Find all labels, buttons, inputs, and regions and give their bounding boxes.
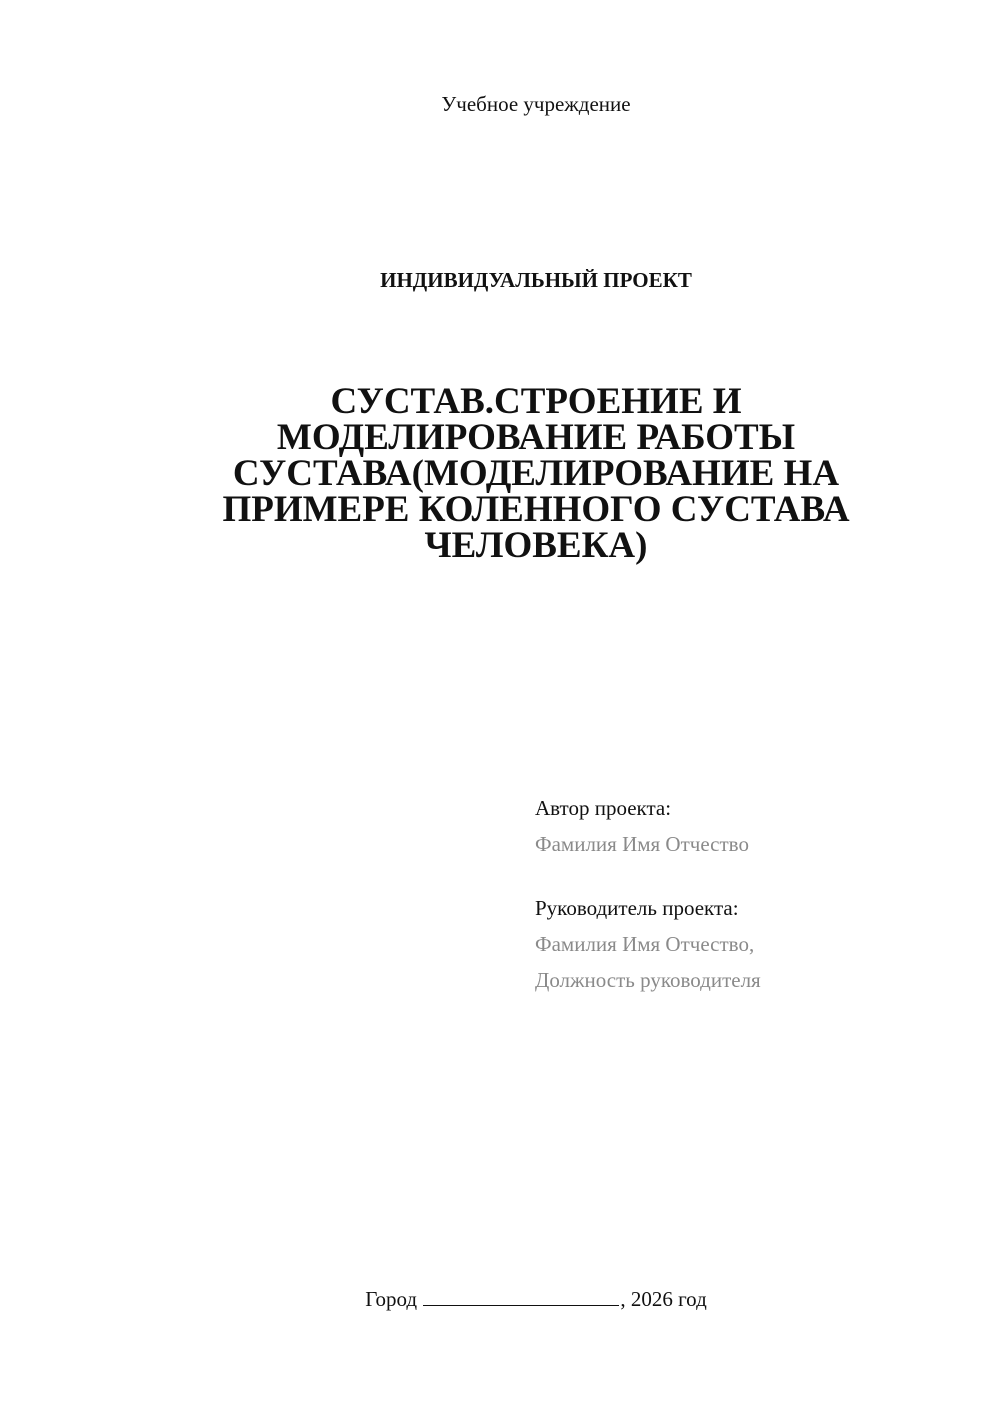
supervisor-name: Фамилия Имя Отчество,: [535, 932, 755, 956]
author-name: Фамилия Имя Отчество: [535, 832, 749, 856]
footer-city-year: [0, 1287, 1000, 1312]
supervisor-position: Должность руководителя: [535, 968, 761, 992]
project-title: [150, 381, 922, 566]
title-line: СУСТАВА(МОДЕЛИРОВАНИЕ НА: [232, 453, 840, 494]
title-line: ПРИМЕРЕ КОЛЕННОГО СУСТАВА: [222, 489, 850, 530]
city-label: Город: [365, 1287, 418, 1311]
city-blank-line: [423, 1287, 619, 1306]
credits-block: [535, 790, 761, 998]
title-line: ЧЕЛОВЕКА): [424, 525, 648, 566]
supervisor-label: Руководитель проекта:: [535, 896, 739, 920]
title-line: МОДЕЛИРОВАНИЕ РАБОТЫ: [276, 417, 796, 458]
project-type: ИНДИВИДУАЛЬНЫЙ ПРОЕКТ: [380, 268, 692, 292]
year-text: , 2026 год: [620, 1287, 707, 1311]
institution-name: Учебное учреждение: [441, 92, 631, 116]
author-label: Автор проекта:: [535, 796, 672, 820]
title-line: СУСТАВ.СТРОЕНИЕ И: [330, 381, 742, 422]
